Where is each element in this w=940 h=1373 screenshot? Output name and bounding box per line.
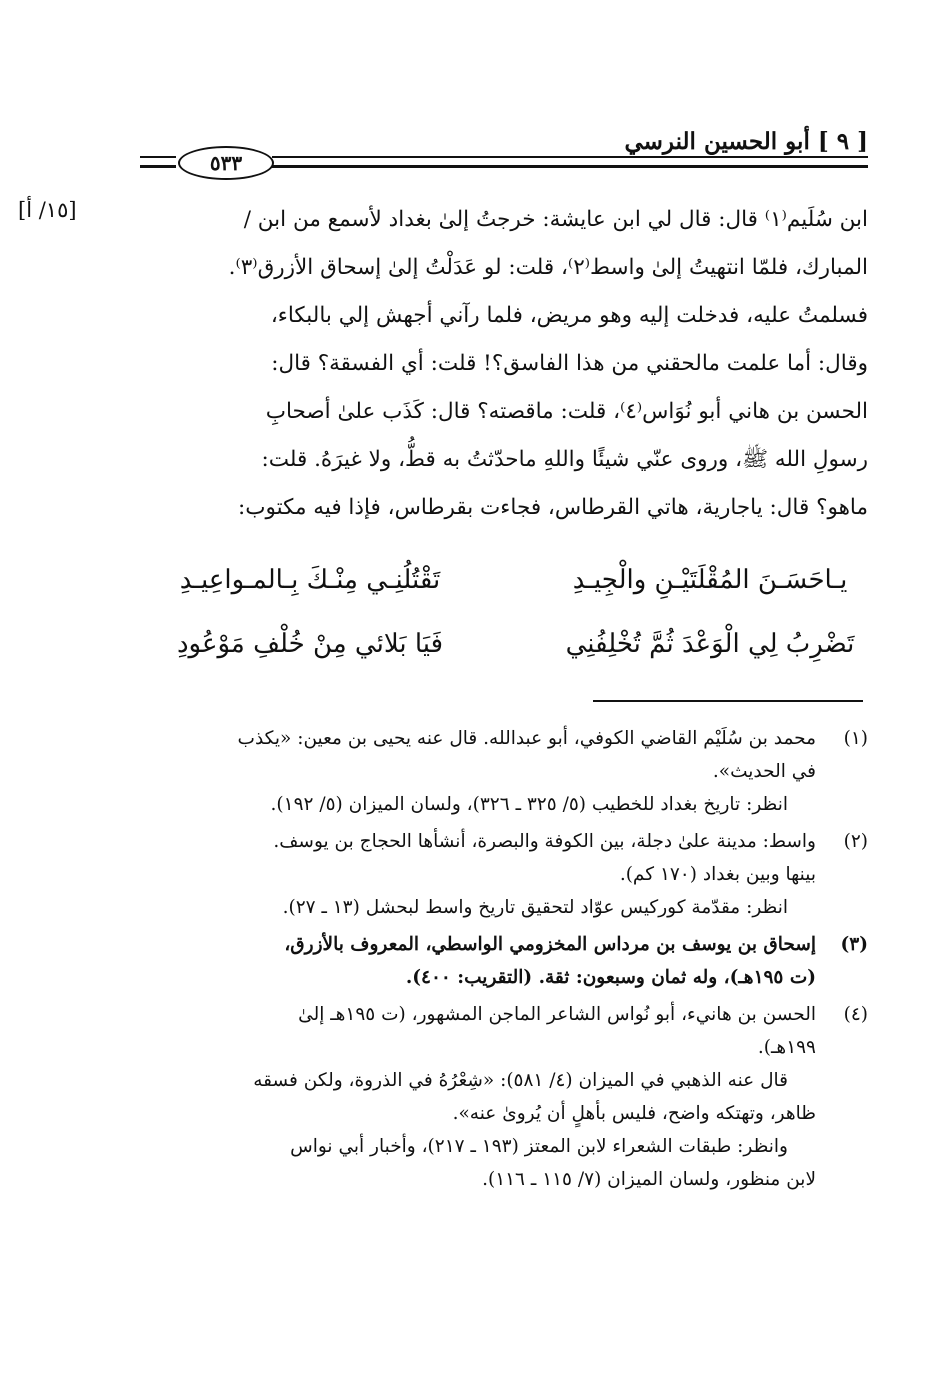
footnote-line: إسحاق بن يوسف بن مرداس المخزومي الواسطي، المعروف بالأزرق،: [284, 934, 816, 955]
footnote-body: [140, 998, 816, 1196]
poem: [150, 548, 870, 676]
footnote-line: لابن منظور، ولسان الميزان (٧/ ١١٥ ـ ١١٦).: [482, 1169, 816, 1190]
poem-verse: [150, 548, 870, 612]
verse-first-half: تَضْرِبُ لِي الْوَعْدَ ثُمَّ تُخْلِفُنِي: [565, 629, 855, 659]
footnote-line: (ت ١٩٥هـ)، وله ثمان وسبعون: ثقة. (التقريب: ٤٠٠).: [405, 967, 816, 988]
footnote-number: (٤): [843, 1004, 868, 1025]
footnote-line: الحسن بن هانيء، أبو نُواس الشاعر الماجن المشهور، (ت ١٩٥هـ إلىٰ: [298, 1004, 816, 1025]
footnote-reference: قال عنه الذهبي في الميزان (٤/ ٥٨١): «شِعْرُهُ في الذروة، ولكن فسقه: [253, 1070, 788, 1091]
page-number: ٥٣٣: [178, 146, 274, 180]
text-line: رسولِ الله ﷺ، وروى عنّي شيئًا واللهِ ماحدّثتُ به قطُّ، ولا غيرَهُ. قلت:: [261, 447, 868, 472]
running-header-title: [ ٩ ] أبو الحسين النرسي: [624, 128, 868, 155]
footnote-reference: انظر: تاريخ بغداد للخطيب (٥/ ٣٢٥ ـ ٣٢٦)، ولسان الميزان (٥/ ١٩٢).: [270, 794, 788, 815]
footnote-body: [140, 722, 816, 821]
verse-first-half: يـاحَسَـنَ المُقْلَتَيْـنِ والْجِيـدِ: [572, 565, 848, 595]
text-line: فسلمتُ عليه، فدخلت إليه وهو مريض، فلما رآني أجهش إلي بالبكاء،: [270, 303, 868, 328]
footnote-number: (٢): [843, 831, 868, 852]
footnote-line: ١٩٩هـ).: [757, 1037, 816, 1058]
footnote-separator: [593, 700, 863, 702]
text-line: المبارك، فلمّا انتهيتُ إلىٰ واسط⁽٢⁾، قلت: لو عَدَلْتُ إلىٰ إسحاق الأزرق⁽٣⁾.: [228, 255, 868, 280]
main-text: [158, 196, 868, 532]
footnote-body: [140, 825, 816, 924]
poem-verse: [150, 612, 870, 676]
text-line: الحسن بن هاني أبو نُوَاس⁽٤⁾، قلت: ماقصته؟ قال: كَذَب علىٰ أصحابِ: [265, 399, 868, 424]
header-rule: [272, 156, 868, 168]
text-line: ابن سُلَيم⁽١⁾ قال: قال لي ابن عايشة: خرجتُ إلىٰ بغداد لأسمع من ابن /: [243, 207, 868, 232]
footnote-3: [140, 928, 868, 994]
header-rule-short: [140, 156, 176, 168]
footnote-2: [140, 825, 868, 924]
footnote-line: بينها وبين بغداد (١٧٠ كم).: [619, 864, 816, 885]
footnotes: [140, 722, 868, 1200]
verse-second-half: تَقْتُلُنِـي مِنْـكَ بِـالمـواعِيـدِ: [179, 565, 441, 595]
verse-second-half: فَيَا بَلائي مِنْ خُلْفِ مَوْعُودِ: [176, 629, 444, 659]
footnote-1: [140, 722, 868, 821]
footnote-line: في الحديث».: [712, 761, 816, 782]
manuscript-folio-ref: [١٥/ أ]: [18, 198, 77, 222]
footnote-number: (٣): [840, 934, 868, 955]
footnote-reference: انظر: مقدّمة كوركيس عوّاد لتحقيق تاريخ واسط لبحشل (١٣ ـ ٢٧).: [282, 897, 788, 918]
footnote-4: [140, 998, 868, 1196]
text-line: ماهو؟ قال: ياجارية، هاتي القرطاس، فجاءت بقرطاس، فإذا فيه مكتوب:: [238, 495, 868, 520]
footnote-line: محمد بن سُلَيْم القاضي الكوفي، أبو عبدالله. قال عنه يحيى بن معين: «يكذب: [237, 728, 816, 749]
footnote-body: [140, 928, 816, 994]
footnote-line: ظاهر، وتهتكه واضح، فليس بأهلٍ أن يُروىٰ عنه».: [452, 1103, 816, 1124]
footnote-number: (١): [843, 728, 868, 749]
text-line: وقال: أما علمت مالحقني من هذا الفاسق؟! قلت: أي الفسقة؟ قال:: [271, 351, 868, 376]
footnote-reference: وانظر: طبقات الشعراء لابن المعتز (١٩٣ ـ ٢١٧)، وأخبار أبي نواس: [290, 1136, 788, 1157]
footnote-line: واسط: مدينة علىٰ دجلة، بين الكوفة والبصرة، أنشأها الحجاج بن يوسف.: [273, 831, 816, 852]
